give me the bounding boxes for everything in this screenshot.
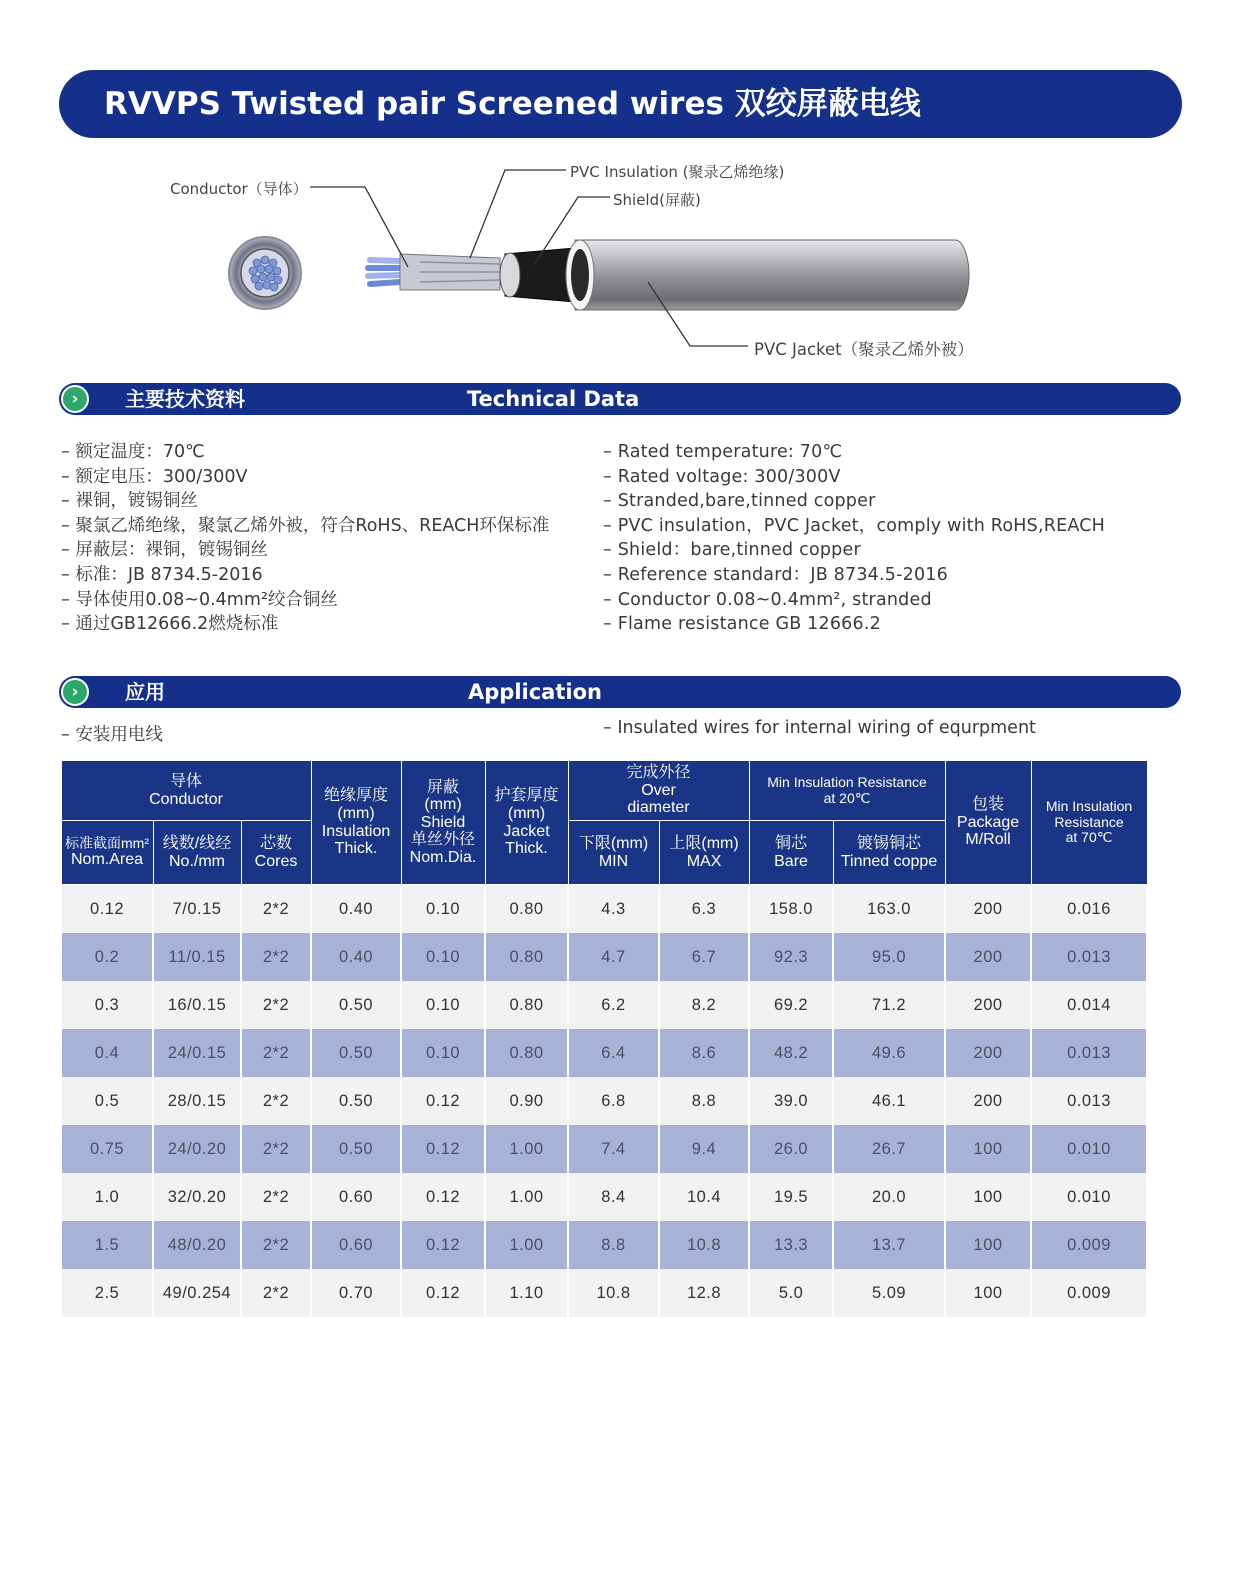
- table-row: [61, 1077, 1147, 1125]
- table-cell: 69.2: [749, 981, 833, 1029]
- table-cell: 24/0.20: [153, 1125, 241, 1173]
- page-title: RVVPS Twisted pair Screened wires 双绞屏蔽电线: [59, 70, 1182, 138]
- application-title-cn: 应用: [125, 680, 165, 704]
- table-cell: 0.60: [311, 1221, 401, 1269]
- chevron-right-icon: ›: [61, 678, 89, 706]
- table-cell: 1.5: [61, 1221, 153, 1269]
- table-cell: 7.4: [568, 1125, 659, 1173]
- table-cell: 0.010: [1031, 1125, 1147, 1173]
- table-cell: 0.50: [311, 981, 401, 1029]
- table-cell: 6.8: [568, 1077, 659, 1125]
- technical-data-header: [59, 383, 1181, 415]
- list-item: – Flame resistance GB 12666.2: [603, 612, 1163, 637]
- table-cell: 7/0.15: [153, 885, 241, 934]
- table-cell: 48.2: [749, 1029, 833, 1077]
- over-diameter-header: 完成外径 Over diameter: [568, 761, 749, 821]
- table-cell: 0.12: [401, 1125, 485, 1173]
- list-item: – 裸铜，镀锡铜丝: [61, 489, 591, 514]
- table-cell: 32/0.20: [153, 1173, 241, 1221]
- technical-list-cn: [61, 440, 591, 637]
- table-cell: 2*2: [241, 1173, 311, 1221]
- table-cell: 0.013: [1031, 1029, 1147, 1077]
- list-item: – Reference standard：JB 8734.5-2016: [603, 563, 1163, 588]
- table-cell: 200: [945, 1029, 1031, 1077]
- table-cell: 11/0.15: [153, 933, 241, 981]
- table-cell: 0.10: [401, 1029, 485, 1077]
- table-cell: 0.80: [485, 1029, 568, 1077]
- shield-header: 屏蔽 (mm) Shield 单丝外径 Nom.Dia.: [401, 761, 485, 885]
- table-cell: 0.60: [311, 1173, 401, 1221]
- table-cell: 0.12: [401, 1077, 485, 1125]
- table-cell: 0.013: [1031, 933, 1147, 981]
- table-cell: 0.40: [311, 885, 401, 934]
- table-cell: 0.10: [401, 885, 485, 934]
- technical-title-cn: 主要技术资料: [125, 387, 245, 411]
- table-cell: 95.0: [833, 933, 945, 981]
- no-mm-header: 线数/线经 No./mm: [153, 821, 241, 885]
- conductor-header: 导体 Conductor: [61, 761, 311, 821]
- table-cell: 100: [945, 1173, 1031, 1221]
- cores-header: 芯数 Cores: [241, 821, 311, 885]
- table-cell: 0.009: [1031, 1221, 1147, 1269]
- table-cell: 0.50: [311, 1029, 401, 1077]
- table-cell: 6.4: [568, 1029, 659, 1077]
- list-item: – PVC insulation，PVC Jacket，comply with RoHS,REACH: [603, 514, 1163, 539]
- list-item: – Stranded,bare,tinned copper: [603, 489, 1163, 514]
- table-cell: 0.3: [61, 981, 153, 1029]
- table-cell: 49/0.254: [153, 1269, 241, 1317]
- table-cell: 2*2: [241, 1269, 311, 1317]
- table-cell: 0.12: [61, 885, 153, 934]
- table-cell: 26.0: [749, 1125, 833, 1173]
- technical-list-en: [603, 440, 1163, 637]
- list-item: – 额定电压：300/300V: [61, 465, 591, 490]
- application-header: [59, 676, 1181, 708]
- table-cell: 2.5: [61, 1269, 153, 1317]
- list-item: – Shield：bare,tinned copper: [603, 538, 1163, 563]
- pvc-jacket-label: PVC Jacket（聚录乙烯外被）: [754, 340, 974, 359]
- table-cell: 2*2: [241, 885, 311, 934]
- table-cell: 8.8: [568, 1221, 659, 1269]
- table-cell: 12.8: [659, 1269, 749, 1317]
- table-cell: 0.013: [1031, 1077, 1147, 1125]
- table-cell: 39.0: [749, 1077, 833, 1125]
- table-cell: 200: [945, 933, 1031, 981]
- od-min-header: 下限(mm) MIN: [568, 821, 659, 885]
- table-cell: 100: [945, 1221, 1031, 1269]
- min-insulation-resistance-70-header: Min Insulation Resistance at 70℃: [1031, 761, 1147, 885]
- jacket-header: 护套厚度 (mm) Jacket Thick.: [485, 761, 568, 885]
- table-row: [61, 1269, 1147, 1317]
- table-cell: 46.1: [833, 1077, 945, 1125]
- table-cell: 0.2: [61, 933, 153, 981]
- table-cell: 10.8: [568, 1269, 659, 1317]
- table-cell: 6.2: [568, 981, 659, 1029]
- table-cell: 92.3: [749, 933, 833, 981]
- table-cell: 0.70: [311, 1269, 401, 1317]
- table-cell: 0.016: [1031, 885, 1147, 934]
- table-cell: 10.8: [659, 1221, 749, 1269]
- tinned-header: 镀锡铜芯 Tinned coppe: [833, 821, 945, 885]
- list-item: – 屏蔽层：裸铜，镀锡铜丝: [61, 538, 591, 563]
- application-text-cn: – 安装用电线: [61, 721, 163, 746]
- table-cell: 2*2: [241, 1125, 311, 1173]
- table-cell: 20.0: [833, 1173, 945, 1221]
- table-cell: 0.5: [61, 1077, 153, 1125]
- package-header: 包装 Package M/Roll: [945, 761, 1031, 885]
- table-cell: 26.7: [833, 1125, 945, 1173]
- table-row: [61, 933, 1147, 981]
- table-row: [61, 885, 1147, 934]
- conductor-label: Conductor（导体）: [170, 180, 308, 198]
- table-cell: 4.3: [568, 885, 659, 934]
- table-cell: 0.80: [485, 933, 568, 981]
- table-cell: 0.80: [485, 885, 568, 934]
- table-cell: 8.6: [659, 1029, 749, 1077]
- table-cell: 2*2: [241, 1029, 311, 1077]
- list-item: – Rated temperature: 70℃: [603, 440, 1163, 465]
- list-item: – Rated voltage: 300/300V: [603, 465, 1163, 490]
- table-cell: 0.40: [311, 933, 401, 981]
- table-cell: 0.014: [1031, 981, 1147, 1029]
- list-item: – Conductor 0.08~0.4mm², stranded: [603, 588, 1163, 613]
- table-cell: 1.0: [61, 1173, 153, 1221]
- table-cell: 100: [945, 1125, 1031, 1173]
- table-cell: 0.12: [401, 1269, 485, 1317]
- table-row: [61, 1125, 1147, 1173]
- min-insulation-resistance-20-header: Min Insulation Resistance at 20℃: [749, 761, 945, 821]
- table-cell: 71.2: [833, 981, 945, 1029]
- spec-table: [60, 760, 1148, 1317]
- technical-title-en: Technical Data: [467, 387, 640, 411]
- table-cell: 0.009: [1031, 1269, 1147, 1317]
- table-cell: 0.010: [1031, 1173, 1147, 1221]
- table-cell: 0.10: [401, 933, 485, 981]
- chevron-right-icon: ›: [61, 385, 89, 413]
- table-cell: 0.12: [401, 1173, 485, 1221]
- table-cell: 200: [945, 885, 1031, 934]
- table-row: [61, 1173, 1147, 1221]
- list-item: – 导体使用0.08~0.4mm²绞合铜丝: [61, 588, 591, 613]
- table-cell: 49.6: [833, 1029, 945, 1077]
- table-cell: 0.50: [311, 1125, 401, 1173]
- table-cell: 8.8: [659, 1077, 749, 1125]
- insulation-header: 绝缘厚度 (mm) Insulation Thick.: [311, 761, 401, 885]
- table-cell: 8.4: [568, 1173, 659, 1221]
- list-item: – 额定温度：70℃: [61, 440, 591, 465]
- table-cell: 1.00: [485, 1173, 568, 1221]
- cable-diagram: [0, 150, 1244, 380]
- table-cell: 28/0.15: [153, 1077, 241, 1125]
- table-cell: 19.5: [749, 1173, 833, 1221]
- table-cell: 5.09: [833, 1269, 945, 1317]
- od-max-header: 上限(mm) MAX: [659, 821, 749, 885]
- table-cell: 1.10: [485, 1269, 568, 1317]
- table-cell: 16/0.15: [153, 981, 241, 1029]
- table-cell: 5.0: [749, 1269, 833, 1317]
- table-cell: 0.75: [61, 1125, 153, 1173]
- table-cell: 163.0: [833, 885, 945, 934]
- spec-table-body: [61, 885, 1147, 1318]
- table-cell: 0.12: [401, 1221, 485, 1269]
- nom-area-header: 标准截面mm² Nom.Area: [61, 821, 153, 885]
- table-cell: 2*2: [241, 1077, 311, 1125]
- table-row: [61, 1029, 1147, 1077]
- table-cell: 100: [945, 1269, 1031, 1317]
- table-cell: 13.7: [833, 1221, 945, 1269]
- list-item: – 通过GB12666.2燃烧标准: [61, 612, 591, 637]
- table-cell: 200: [945, 981, 1031, 1029]
- shield-label: Shield(屏蔽): [613, 191, 701, 209]
- table-cell: 0.90: [485, 1077, 568, 1125]
- table-cell: 1.00: [485, 1125, 568, 1173]
- application-title-en: Application: [468, 680, 602, 704]
- table-cell: 0.10: [401, 981, 485, 1029]
- table-row: [61, 981, 1147, 1029]
- table-cell: 1.00: [485, 1221, 568, 1269]
- table-row: [61, 1221, 1147, 1269]
- table-cell: 2*2: [241, 981, 311, 1029]
- list-item: – 标准：JB 8734.5-2016: [61, 563, 591, 588]
- list-item: – 聚氯乙烯绝缘，聚氯乙烯外被，符合RoHS、REACH环保标准: [61, 514, 591, 539]
- table-cell: 24/0.15: [153, 1029, 241, 1077]
- table-cell: 10.4: [659, 1173, 749, 1221]
- table-cell: 8.2: [659, 981, 749, 1029]
- bare-header: 铜芯 Bare: [749, 821, 833, 885]
- table-cell: 6.7: [659, 933, 749, 981]
- table-cell: 200: [945, 1077, 1031, 1125]
- table-cell: 158.0: [749, 885, 833, 934]
- table-cell: 48/0.20: [153, 1221, 241, 1269]
- table-cell: 2*2: [241, 933, 311, 981]
- table-cell: 0.4: [61, 1029, 153, 1077]
- application-text-en: – Insulated wires for internal wiring of equrpment: [603, 718, 1036, 738]
- table-cell: 13.3: [749, 1221, 833, 1269]
- table-cell: 0.80: [485, 981, 568, 1029]
- table-cell: 4.7: [568, 933, 659, 981]
- pvc-insulation-label: PVC Insulation (聚录乙烯绝缘): [570, 163, 785, 181]
- table-cell: 9.4: [659, 1125, 749, 1173]
- table-cell: 2*2: [241, 1221, 311, 1269]
- table-cell: 0.50: [311, 1077, 401, 1125]
- table-cell: 6.3: [659, 885, 749, 934]
